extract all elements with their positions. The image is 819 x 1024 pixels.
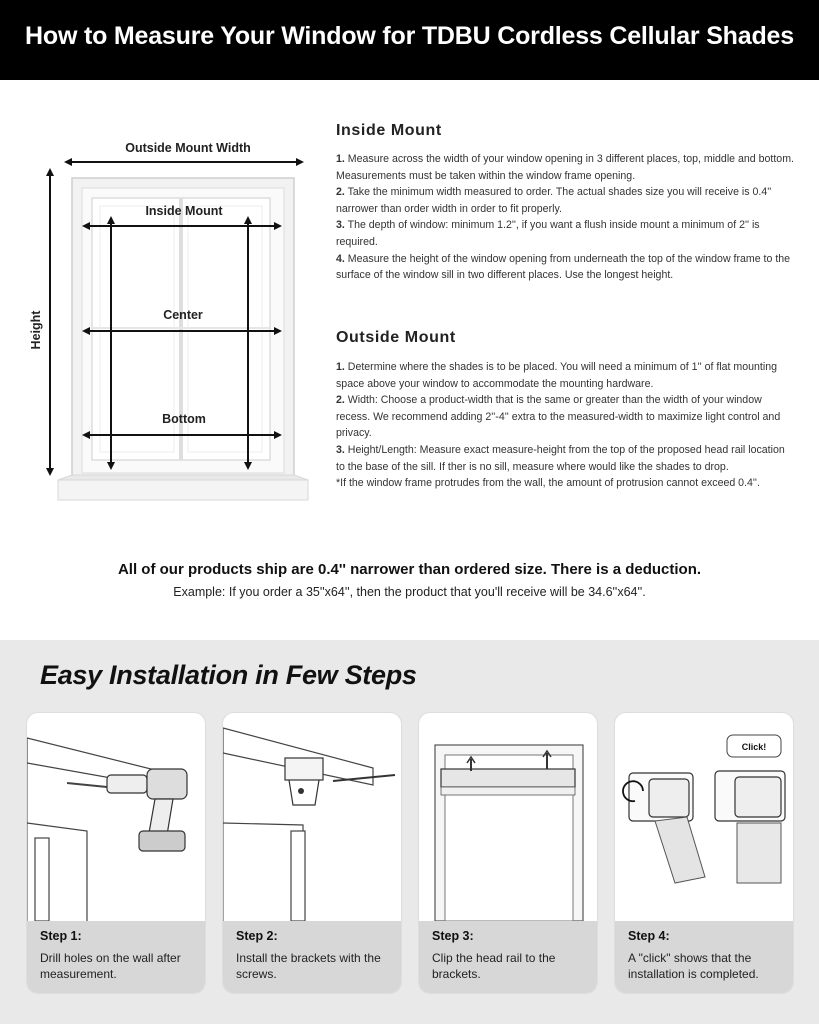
inside-step-3: 3. The depth of window: minimum 1.2'', if you want a flush inside mount a minimum of 2'' is required. xyxy=(336,219,760,248)
inside-mount-label: Inside Mount xyxy=(145,204,223,218)
head-rail-illustration xyxy=(419,713,598,921)
outside-mount-title: Outside Mount xyxy=(336,329,456,346)
deduction-notice: All of our products ship are 0.4'' narrower than ordered size. There is a deduction. xyxy=(117,561,702,578)
inside-mount-title: Inside Mount xyxy=(336,122,442,139)
click-label: Click! xyxy=(741,742,767,752)
step-label: Step 3: xyxy=(432,929,474,943)
outside-note: *If the window frame protrudes from the wall, the amount of protrusion cannot exceed 0.4''. xyxy=(336,477,760,490)
step-label: Step 1: xyxy=(40,929,82,943)
step-caption-1 xyxy=(27,921,206,994)
outside-step-3: 3. Height/Length: Measure exact measure-height from the top of the proposed head rail location to the base of the sill. If ther is no sill, measure where would like the shades to drop. xyxy=(336,443,785,473)
window-measurement-diagram xyxy=(20,130,320,510)
inside-step-4: 4. Measure the height of the window opening from underneath the top of the window frame to the surface of the window sill in two different places. Use the longest height. xyxy=(336,252,791,282)
inside-step-1: 1. Measure across the width of your window opening in 3 different places, top, middle and bottom. Measurements must be taken within the window frame opening. xyxy=(336,153,794,182)
step-caption-3 xyxy=(419,921,598,994)
step-card-2 xyxy=(222,712,402,994)
outside-step-1: 1. Determine where the shades is to be placed. You will need a minimum of 1'' of flat mounting space above your window to accommodate the mounting hardware. xyxy=(336,361,777,390)
step-card-4 xyxy=(614,712,794,994)
step-card-3 xyxy=(418,712,598,994)
height-label: Height xyxy=(29,310,43,350)
inside-step-2: 2. Take the minimum width measured to order. The actual shades size you will receive is 0.4'' narrower than order width in order to fit properly. xyxy=(336,186,772,215)
inside-mount-steps xyxy=(336,151,796,284)
bottom-label: Bottom xyxy=(162,412,206,426)
step-card-1 xyxy=(26,712,206,994)
outside-mount-width-label: Outside Mount Width xyxy=(125,141,251,155)
outside-step-2: 2. Width: Choose a product-width that is the same or greater than the width of your window recess. We recommend adding 2''-4'' extra to the measured-width to maximize light control and privacy. xyxy=(336,394,781,440)
outside-mount-steps xyxy=(336,359,796,492)
step-label: Step 4: xyxy=(628,929,670,943)
header-banner xyxy=(0,0,819,80)
step-description: Clip the head rail to the brackets. xyxy=(432,951,556,981)
drill-illustration xyxy=(27,713,206,921)
deduction-example: Example: If you order a 35''x64'', then the product that you'll receive will be 34.6''x64''. xyxy=(173,585,646,599)
step-description: Install the brackets with the screws. xyxy=(236,951,381,981)
step-description: Drill holes on the wall after measurement. xyxy=(40,951,181,981)
installation-title: Easy Installation in Few Steps xyxy=(40,660,417,690)
step-label: Step 2: xyxy=(236,929,278,943)
step-caption-2 xyxy=(223,921,402,994)
click-illustration xyxy=(615,713,794,921)
installation-section xyxy=(0,640,819,1024)
step-description: A "click" shows that the installation is completed. xyxy=(628,951,759,981)
center-label: Center xyxy=(163,308,203,322)
step-caption-4 xyxy=(615,921,794,994)
page-title: How to Measure Your Window for TDBU Cordless Cellular Shades xyxy=(25,22,794,50)
bracket-illustration xyxy=(223,713,402,921)
